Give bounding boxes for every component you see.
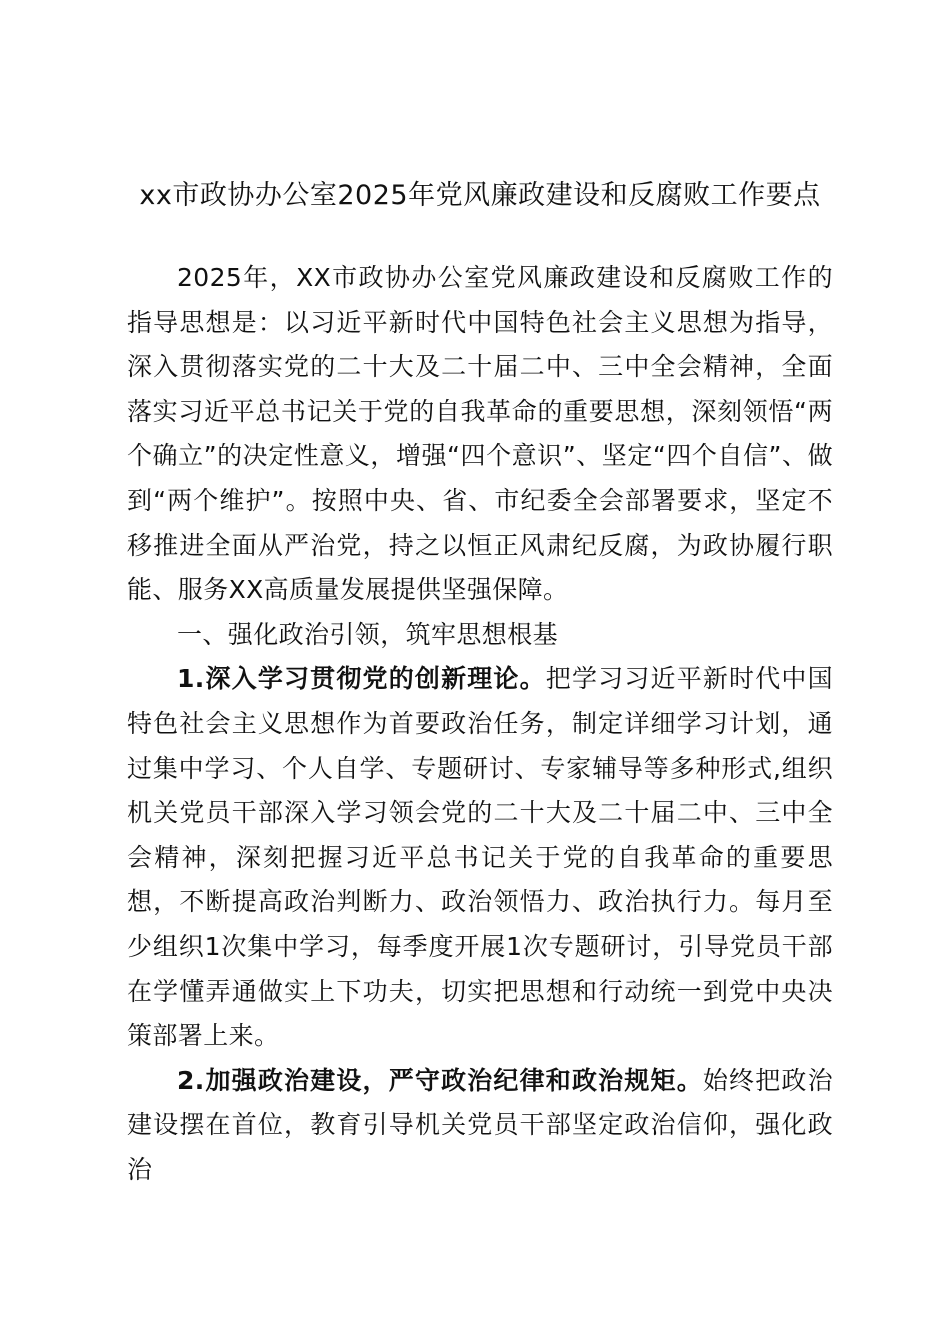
item-1-lead: 1.深入学习贯彻党的创新理论。 [177, 664, 546, 694]
intro-paragraph: 2025年，XX市政协办公室党风廉政建设和反腐败工作的指导思想是：以习近平新时代中国特色社会主义思想为指导，深入贯彻落实党的二十大及二十届二中、三中全会精神，全面落实习近平总书记关于党的自我革命的重要思想，深刻领悟“两个确立”的决定性意义，增强“四个意识”、坚定“四个自信”、做到“两个维护”。按照中央、省、市纪委全会部署要求，坚定不移推进全面从严治党，持之以恒正风肃纪反腐，为政协履行职能、服务XX高质量发展提供坚强保障。 [127, 263, 833, 605]
item-2-paragraph [127, 1059, 833, 1193]
item-1-paragraph [127, 657, 833, 1058]
document-title: xx市政协办公室2025年党风廉政建设和反腐败工作要点 [139, 180, 821, 211]
item-2-text: 始终把政治建设摆在首位，教育引导机关党员干部坚定政治信仰，强化政治 [127, 1065, 833, 1184]
section-heading: 一、强化政治引领，筑牢思想根基 [177, 619, 559, 649]
item-2-lead: 2.加强政治建设，严守政治纪律和政治规矩。 [177, 1065, 703, 1095]
item-1-text: 把学习习近平新时代中国特色社会主义思想作为首要政治任务，制定详细学习计划，通过集中学习、个人自学、专题研讨、专家辅导等多种形式,组织机关党员干部深入学习领会党的二十大及二十届二中、三中全会精神，深刻把握习近平总书记关于党的自我革命的重要思想，不断提高政治判断力、政治领悟力、政治执行力。每月至少组织1次集中学习，每季度开展1次专题研讨，引导党员干部在学懂弄通做实上下功夫，切实把思想和行动统一到党中央决策部署上来。 [127, 664, 833, 1051]
document-body [127, 256, 833, 1192]
